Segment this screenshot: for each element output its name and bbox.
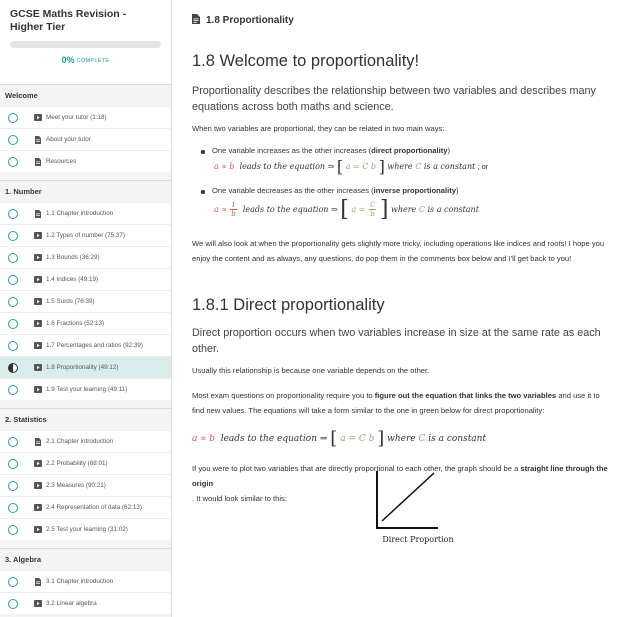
video-icon [34,482,42,490]
incomplete-circle-icon[interactable] [8,481,18,491]
document-icon [34,438,42,446]
lecture-header [192,11,294,29]
lecture-label: Meet your tutor (1:18) [46,114,107,121]
sidebar-lecture-item[interactable] [0,202,171,224]
section-lead: Direct proportion occurs when two variables increase in size at the same rate as each other. [192,327,601,355]
lecture-label: 3.2 Linear algebra [46,600,97,607]
sidebar-lecture-item[interactable] [0,268,171,290]
lecture-content [172,0,617,617]
document-icon [34,578,42,586]
course-title[interactable]: GCSE Maths Revision - Higher Tier [10,8,127,33]
incomplete-circle-icon[interactable] [8,437,18,447]
video-icon [34,342,42,350]
plot-paragraph: If you were to plot two variables that are directly proportional to each other, the graph should be a straight line through the origin Direct Proportion . It would look similar to this: [192,461,610,551]
video-icon [34,364,42,372]
sidebar-lecture-item[interactable] [0,246,171,268]
video-icon [34,504,42,512]
usually-line: Usually this relationship is because one variable depends on the other. [192,366,430,375]
lecture-header-title: 1.8 Proportionality [206,14,294,26]
sidebar-lecture-item[interactable] [0,518,171,540]
document-icon [34,158,42,166]
lecture-label: 2.4 Representation of data (62:13) [46,504,142,511]
lecture-label: 2.3 Measures (90:21) [46,482,106,489]
sidebar-lecture-item[interactable] [0,312,171,334]
graph-line [382,473,434,521]
incomplete-circle-icon[interactable] [8,577,18,587]
lecture-label: 2.5 Test your learning (31:02) [46,526,128,533]
document-icon [34,210,42,218]
incomplete-circle-icon[interactable] [8,209,18,219]
sidebar-lecture-item[interactable] [0,106,171,128]
lecture-label: 1.6 Fractions (52:13) [46,320,105,327]
lecture-label: 1.5 Surds (76:39) [46,298,95,305]
sidebar-lecture-item[interactable] [0,592,171,614]
incomplete-circle-icon[interactable] [8,503,18,513]
video-icon [34,386,42,394]
sidebar-lecture-item[interactable] [0,496,171,518]
exam-paragraph: Most exam questions on proportionality require you to figure out the equation that links the two variables and use it to find new values. The equations will take a form similar to the one in green below for direct proportionality: [192,391,600,415]
video-icon [34,298,42,306]
sidebar-lecture-item[interactable] [0,570,171,592]
video-icon [34,254,42,262]
sidebar-lecture-item[interactable] [0,150,171,172]
section-header: 1. Number [0,180,171,202]
course-header [0,0,171,84]
video-icon [34,114,42,122]
lecture-label: 1.1 Chapter introduction [46,210,114,217]
intro-line: When two variables are proportional, they can be related in two main ways: [192,124,445,133]
sidebar-lecture-item[interactable] [0,378,171,400]
video-icon [34,460,42,468]
proportionality-types-list [200,146,610,155]
incomplete-circle-icon[interactable] [8,231,18,241]
incomplete-circle-icon[interactable] [8,319,18,329]
page-title: 1.8 Welcome to proportionality! [192,52,420,70]
in-progress-icon[interactable] [8,363,18,373]
lecture-label: 3.1 Chapter introduction [46,578,114,585]
incomplete-circle-icon[interactable] [8,253,18,263]
lecture-label: Resources [46,158,77,165]
sidebar-lecture-item[interactable] [0,224,171,246]
list-item: One variable increases as the other increases (direct proportionality) [200,146,610,155]
incomplete-circle-icon[interactable] [8,275,18,285]
incomplete-circle-icon[interactable] [8,157,18,167]
lecture-body [192,52,610,551]
incomplete-circle-icon[interactable] [8,113,18,123]
sidebar-lecture-item[interactable] [0,128,171,150]
video-icon [34,232,42,240]
video-icon [34,320,42,328]
progress-label [10,55,161,65]
lecture-label: About your tutor [46,136,91,143]
direct-proportion-graph [368,469,458,549]
video-icon [34,526,42,534]
sidebar-lecture-item[interactable] [0,430,171,452]
course-sidebar [0,0,172,617]
sidebar-lecture-item[interactable] [0,452,171,474]
lecture-label: 2.2 Probability (88:01) [46,460,108,467]
sidebar-lecture-item[interactable] [0,334,171,356]
section-header: 2. Statistics [0,408,171,430]
incomplete-circle-icon[interactable] [8,341,18,351]
lecture-label: 1.7 Percentages and ratios (92:39) [46,342,143,349]
lead-paragraph: Proportionality describes the relationship between two variables and describes many equations across both maths and science. [192,85,596,113]
incomplete-circle-icon[interactable] [8,297,18,307]
curriculum-list [0,84,171,614]
lecture-label: 1.2 Types of number (75:37) [46,232,125,239]
progress-percent: 0% [61,55,75,65]
graph-caption: Direct Proportion [382,535,454,544]
lecture-label: 1.9 Test your learning (49:11) [46,386,128,393]
section-header: Welcome [0,84,171,106]
lecture-label: 1.3 Bounds (36:29) [46,254,100,261]
direct-proportion-form: a ∝ b leads to the equation ⇒ [ a = C b ] where C is a constant [192,428,487,449]
list-item: One variable decreases as the other increases (inverse proportionality) [200,186,610,195]
incomplete-circle-icon[interactable] [8,599,18,609]
lecture-label: 2.1 Chapter introduction [46,438,114,445]
progress-complete-label: COMPLETE [76,58,110,64]
section-heading: 1.8.1 Direct proportionality [192,296,385,314]
closing-paragraph: We will also look at when the proportionality gets slightly more tricky, including operations like indices and roots! I hope you enjoy the content and as always, any questions, do pop them in the comments box below and I'll get back to you! [192,239,605,263]
document-icon [192,11,200,29]
incomplete-circle-icon[interactable] [8,525,18,535]
incomplete-circle-icon[interactable] [8,135,18,145]
sidebar-lecture-item[interactable] [0,474,171,496]
incomplete-circle-icon[interactable] [8,385,18,395]
direct-proportion-equation: a ∝ b leads to the equation ⇒ [ a = C b ] where C is a constant ; or [214,157,489,176]
video-icon [34,276,42,284]
section-header: 3. Algebra [0,548,171,570]
inverse-proportion-equation: a ∝ $\frac{1}{b}$ leads to the equation ⇒ [ a = $\frac{C}{b}$ ] where C is a constant [214,197,479,222]
sidebar-lecture-item[interactable] [0,356,171,378]
sidebar-lecture-item[interactable] [0,290,171,312]
video-icon [34,600,42,608]
lecture-label: 1.4 Indices (49:19) [46,276,99,283]
progress-bar [10,41,161,48]
incomplete-circle-icon[interactable] [8,459,18,469]
document-icon [34,136,42,144]
lecture-label: 1.8 Proportionality (49:12) [46,364,119,371]
